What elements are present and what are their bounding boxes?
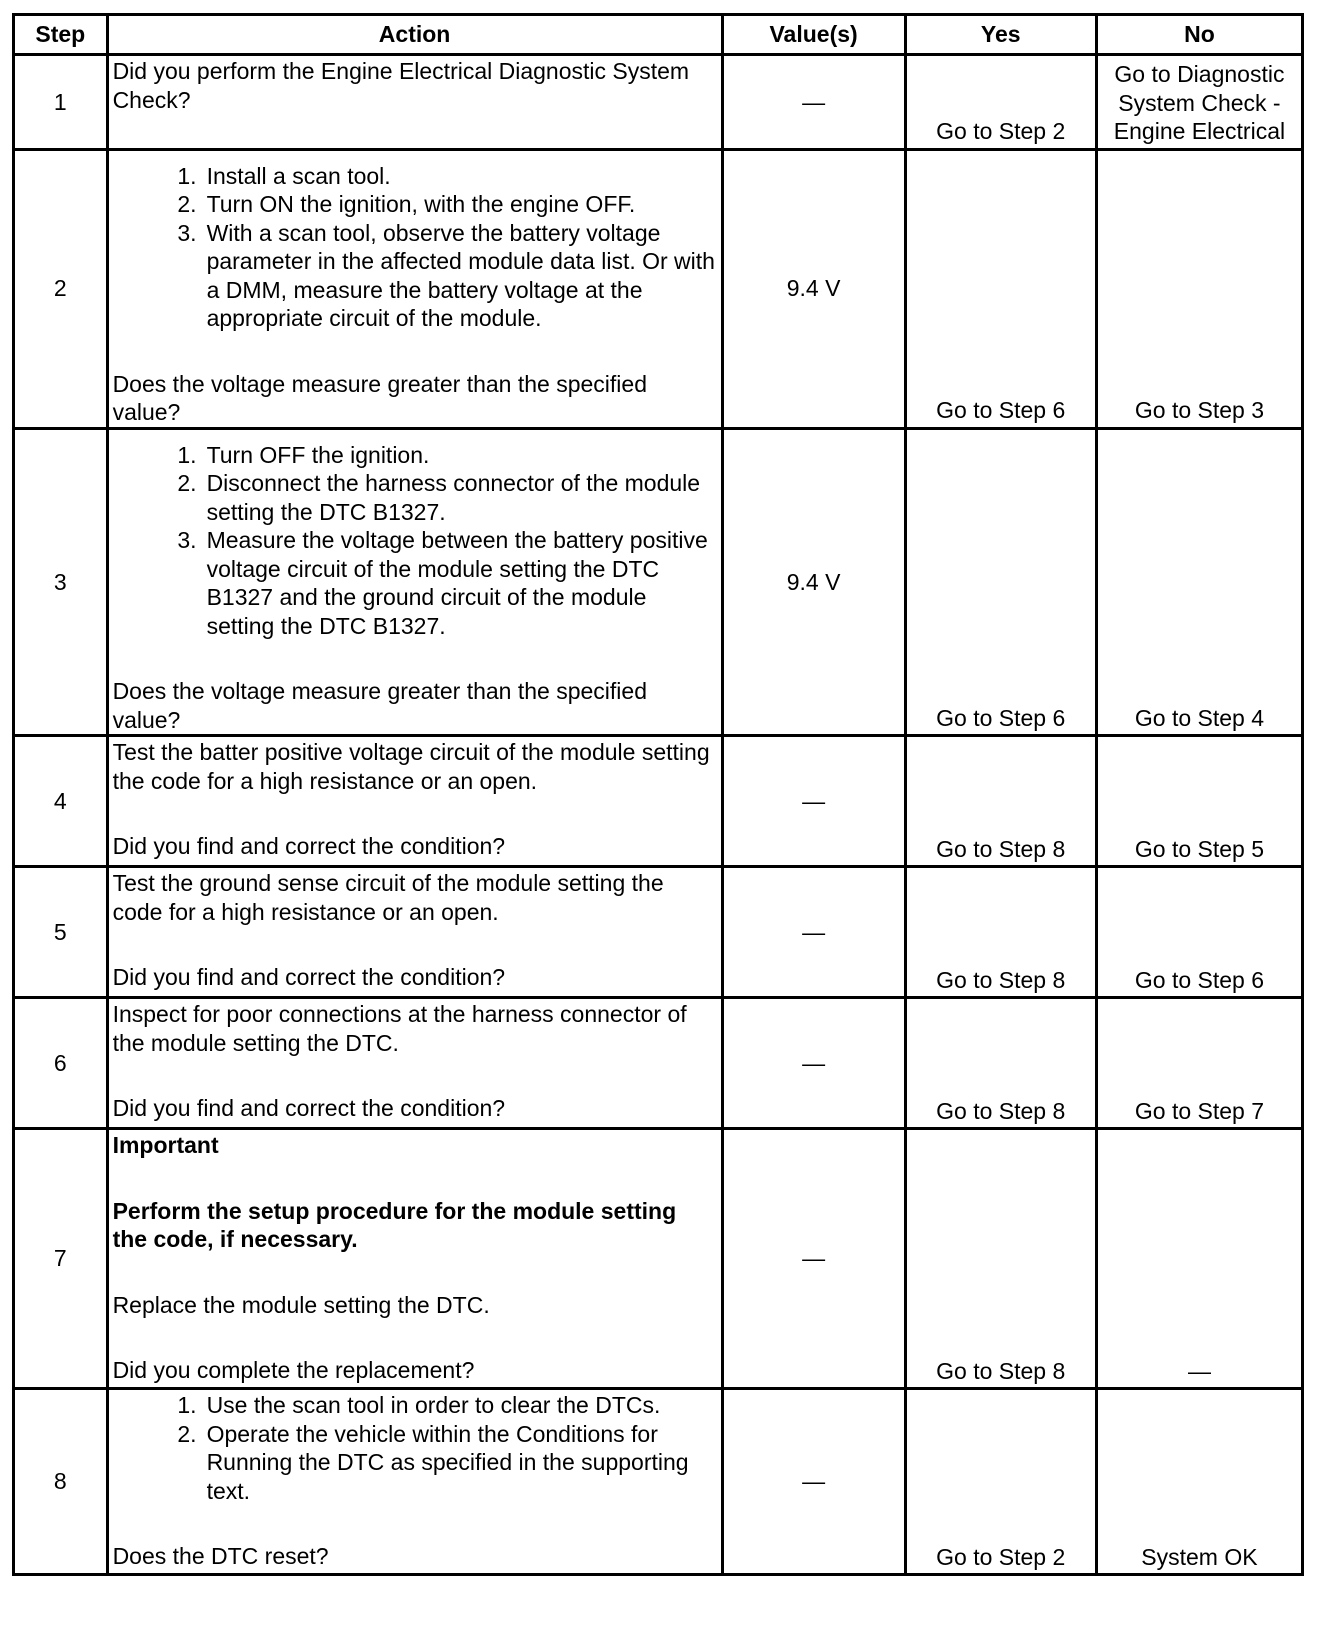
header-values: Value(s) [722,15,905,55]
list-number: 3. [177,527,197,553]
question-text: Did you find and correct the condition? [112,964,506,990]
step-number: 4 [14,736,108,867]
action-cell [107,428,722,736]
table-row [14,736,1303,867]
list-item [113,162,717,191]
step-list [113,162,717,333]
action-text: Inspect for poor connections at the harness connector of the module setting the DTC. [112,1001,687,1056]
table-row [14,55,1303,150]
no-cell: Go to Step 6 [1096,867,1302,998]
action-text: Did you perform the Engine Electrical Diagnostic System Check? [112,58,690,113]
table-row [14,149,1303,428]
yes-cell: Go to Step 8 [905,867,1096,998]
table-row [14,428,1303,736]
value-cell: 9.4 V [722,428,905,736]
yes-cell: Go to Step 8 [905,998,1096,1129]
list-text: Operate the vehicle within the Conditions for Running the DTC as specified in the supporting text. [206,1420,689,1504]
value-cell: — [722,55,905,150]
question-text: Did you find and correct the condition? [112,1095,506,1121]
list-item [113,190,717,219]
yes-cell: Go to Step 8 [905,736,1096,867]
step-list [113,1391,717,1505]
step-number: 7 [14,1129,108,1389]
action-cell [107,149,722,428]
list-item [113,526,717,640]
list-text: With a scan tool, observe the battery voltage parameter in the affected module data list. Or with a DMM, measure the battery voltage at the appropriate circuit of the module. [206,219,715,331]
question-text: Does the voltage measure greater than the specified value? [112,678,647,733]
action-cell [107,1389,722,1575]
action-text: Test the batter positive voltage circuit of the module setting the code for a high resistance or an open. [112,739,710,794]
value-cell: — [722,998,905,1129]
action-cell [107,736,722,867]
list-number: 1. [177,1392,197,1418]
list-item [113,441,717,470]
yes-cell: Go to Step 6 [905,149,1096,428]
value-cell: — [722,867,905,998]
list-text: Measure the voltage between the battery positive voltage circuit of the module setting the DTC B1327 and the ground circuit of the module setting the DTC B1327. [206,527,708,639]
no-cell: — [1096,1129,1302,1389]
table-row [14,1389,1303,1575]
table-header-row [14,15,1303,55]
list-text: Disconnect the harness connector of the module setting the DTC B1327. [206,470,701,525]
list-text: Turn OFF the ignition. [206,441,430,468]
list-text: Use the scan tool in order to clear the DTCs. [206,1392,661,1418]
no-cell: Go to Diagnostic System Check - Engine Electrical [1096,55,1302,150]
no-cell: Go to Step 4 [1096,428,1302,736]
value-cell: — [722,1129,905,1389]
list-item [113,1391,717,1420]
step-number: 2 [14,149,108,428]
action-text: Replace the module setting the DTC. [112,1291,490,1318]
action-cell [107,998,722,1129]
step-number: 8 [14,1389,108,1575]
table-row [14,1129,1303,1389]
yes-cell: Go to Step 2 [905,55,1096,150]
list-text: Install a scan tool. [206,162,391,189]
question-text: Does the voltage measure greater than the specified value? [112,370,647,425]
question-text: Did you complete the replacement? [112,1357,475,1383]
list-number: 2. [177,1420,197,1447]
table-row [14,998,1303,1129]
no-cell: System OK [1096,1389,1302,1575]
list-number: 1. [177,441,197,468]
action-cell [107,55,722,150]
diagnostic-table [12,13,1304,1576]
value-cell: — [722,1389,905,1575]
header-step: Step [14,15,108,55]
step-number: 1 [14,55,108,150]
step-number: 6 [14,998,108,1129]
yes-cell: Go to Step 6 [905,428,1096,736]
important-note: Perform the setup procedure for the module setting the code, if necessary. [112,1197,677,1252]
step-number: 5 [14,867,108,998]
list-number: 2. [177,470,197,496]
important-heading: Important [112,1132,219,1158]
value-cell: 9.4 V [722,149,905,428]
step-list [113,441,717,641]
list-item [113,1420,717,1506]
action-cell [107,867,722,998]
value-cell: — [722,736,905,867]
no-cell: Go to Step 3 [1096,149,1302,428]
table-row [14,867,1303,998]
list-number: 2. [177,191,197,217]
header-no: No [1096,15,1302,55]
list-item [113,219,717,333]
question-text: Did you find and correct the condition? [112,833,506,859]
list-number: 3. [177,219,197,246]
list-number: 1. [177,162,197,189]
header-action: Action [107,15,722,55]
question-text: Does the DTC reset? [112,1543,329,1569]
action-text: Test the ground sense circuit of the module setting the code for a high resistance or an open. [112,870,664,925]
yes-cell: Go to Step 2 [905,1389,1096,1575]
no-cell: Go to Step 7 [1096,998,1302,1129]
step-number: 3 [14,428,108,736]
no-cell: Go to Step 5 [1096,736,1302,867]
list-item [113,469,717,526]
yes-cell: Go to Step 8 [905,1129,1096,1389]
action-cell [107,1129,722,1389]
list-text: Turn ON the ignition, with the engine OFF. [206,191,636,217]
header-yes: Yes [905,15,1096,55]
